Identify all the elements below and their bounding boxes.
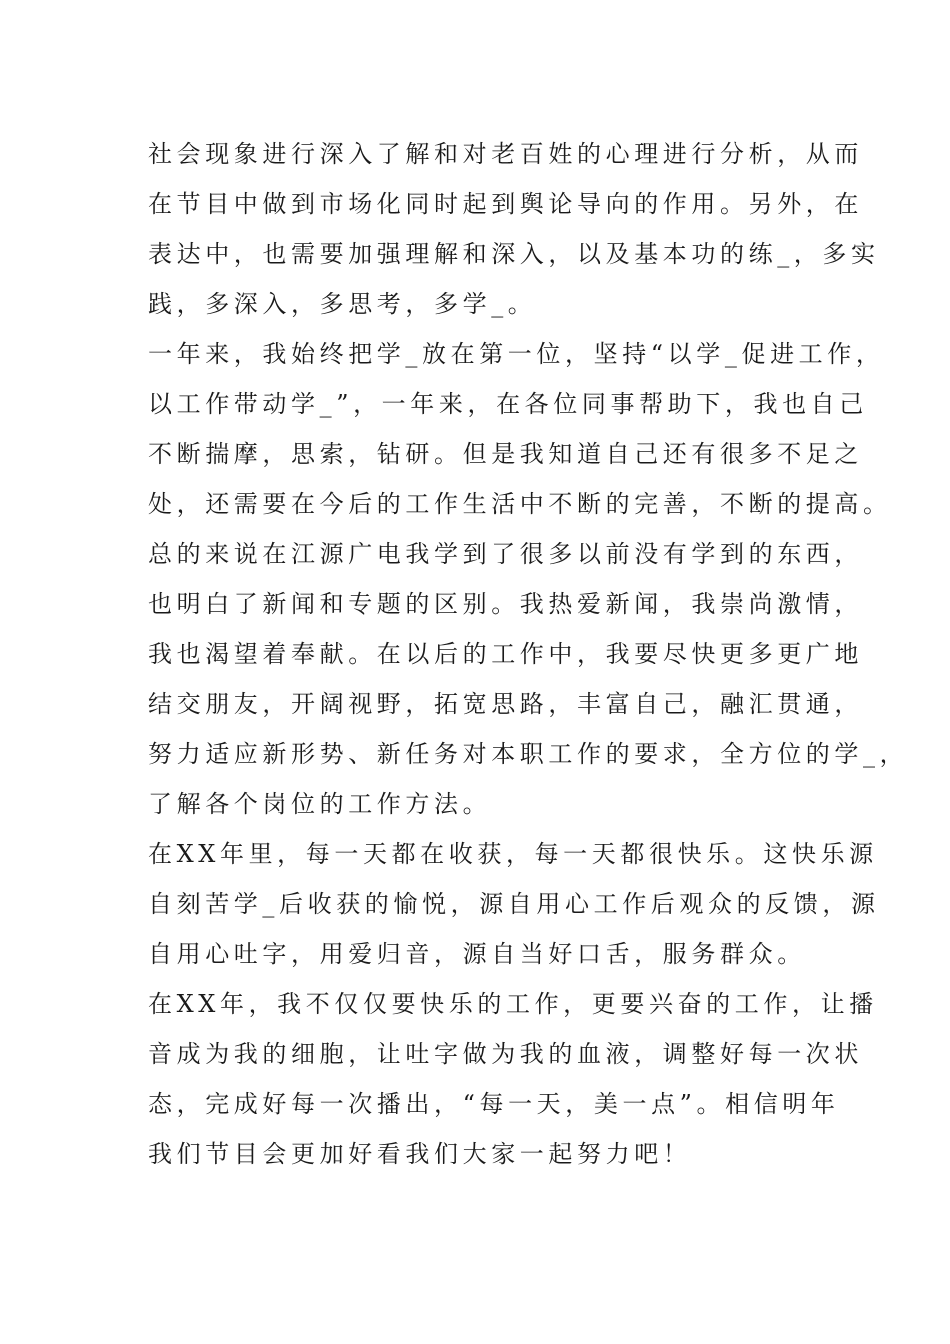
text-line: 以工作带动学_”，一年来，在各位同事帮助下，我也自己 (148, 390, 868, 418)
text-line: 在XX年，我不仅仅要快乐的工作，更要兴奋的工作，让播 (148, 990, 878, 1018)
text-line: 社会现象进行深入了解和对老百姓的心理进行分析，从而 (148, 140, 863, 168)
text-line: 处，还需要在今后的工作生活中不断的完善，不断的提高。 (148, 490, 892, 518)
text-line: 自刻苦学_后收获的愉悦，源自用心工作后观众的反馈，源 (148, 890, 880, 918)
text-line: 结交朋友，开阔视野，拓宽思路，丰富自己，融汇贯通， (148, 690, 863, 718)
text-line: 在节目中做到市场化同时起到舆论导向的作用。另外，在 (148, 190, 863, 218)
text-line: 了解各个岗位的工作方法。 (148, 790, 492, 818)
text-line: 表达中，也需要加强理解和深入，以及基本功的练_，多实 (148, 240, 880, 268)
text-line: 努力适应新形势、新任务对本职工作的要求，全方位的学_， (148, 740, 909, 768)
text-line: 总的来说在江源广电我学到了很多以前没有学到的东西， (148, 540, 863, 568)
text-line: 不断揣摩，思索，钻研。但是我知道自己还有很多不足之 (148, 440, 863, 468)
text-line: 我也渴望着奉献。在以后的工作中，我要尽快更多更广地 (148, 640, 863, 668)
text-line: 音成为我的细胞，让吐字做为我的血液，调整好每一次状 (148, 1040, 863, 1068)
document-text-body (148, 129, 909, 1179)
text-line: 践，多深入，多思考，多学_。 (148, 290, 537, 318)
text-line: 一年来，我始终把学_放在第一位，坚持“以学_促进工作， (148, 340, 885, 368)
text-line: 自用心吐字，用爱归音，源自当好口舌，服务群众。 (148, 940, 806, 968)
text-line: 我们节目会更加好看我们大家一起努力吧！ (148, 1140, 692, 1168)
text-line: 也明白了新闻和专题的区别。我热爱新闻，我崇尚激情， (148, 590, 863, 618)
text-line: 在XX年里，每一天都在收获，每一天都很快乐。这快乐源 (148, 840, 878, 868)
text-line: 态，完成好每一次播出，“每一天，美一点”。相信明年 (148, 1090, 840, 1118)
